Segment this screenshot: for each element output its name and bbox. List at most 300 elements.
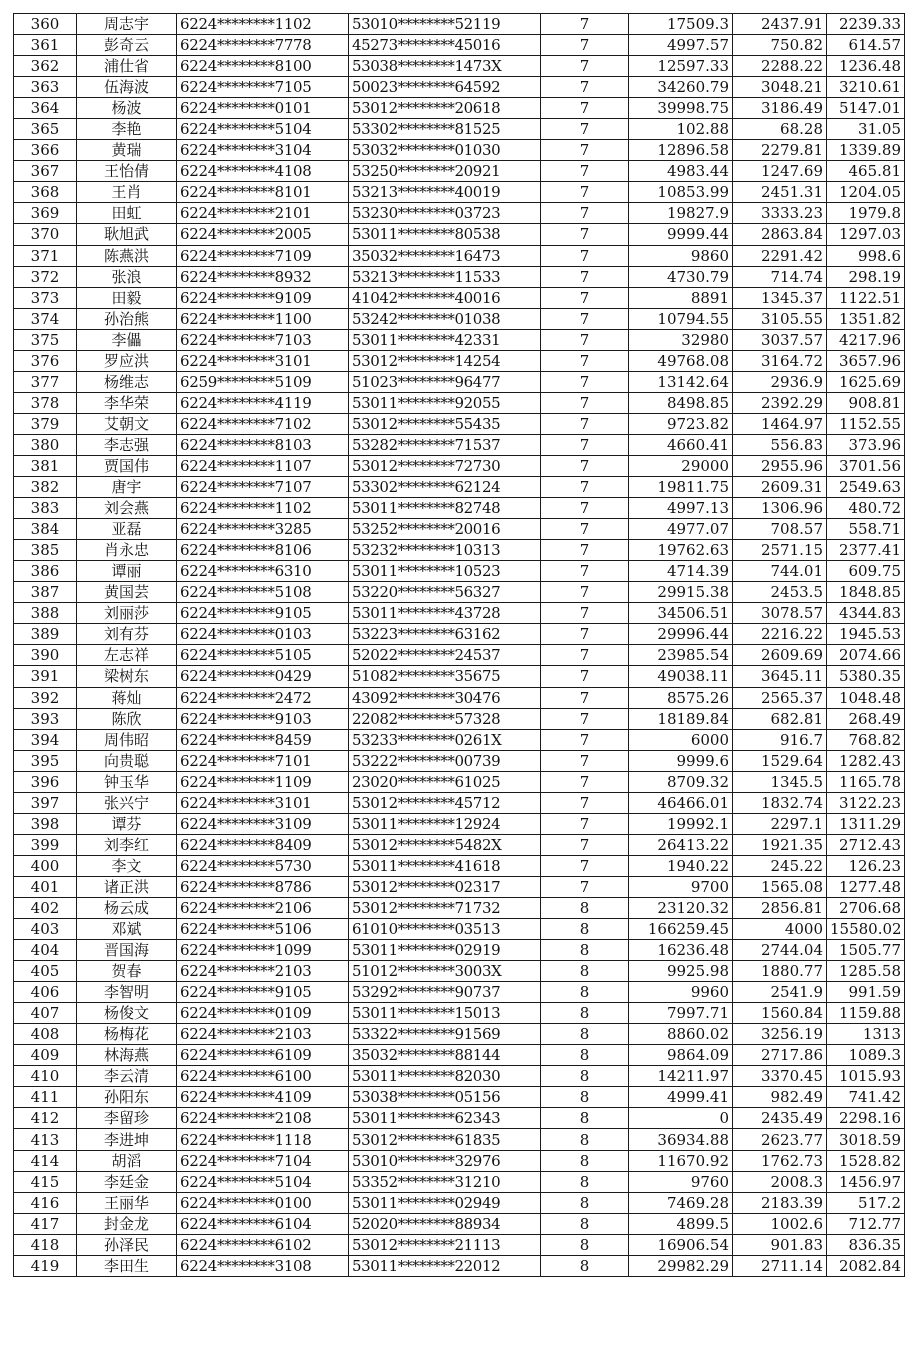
name-cell: 杨俊文 [77, 1003, 177, 1024]
id-number-cell: 45273********45016 [349, 35, 541, 56]
group-cell: 7 [541, 119, 629, 140]
table-row [14, 98, 905, 119]
amount-2-cell: 2183.39 [733, 1192, 827, 1213]
name-cell: 孙阳东 [77, 1087, 177, 1108]
serial-number-cell: 389 [14, 624, 77, 645]
table-row [14, 392, 905, 413]
id-number-cell: 53222********00739 [349, 750, 541, 771]
name-cell: 王丽华 [77, 1192, 177, 1213]
name-cell: 周伟昭 [77, 729, 177, 750]
amount-3-cell: 614.57 [827, 35, 905, 56]
amount-2-cell: 3037.57 [733, 329, 827, 350]
amount-3-cell: 1505.77 [827, 940, 905, 961]
serial-number-cell: 407 [14, 1003, 77, 1024]
serial-number-cell: 419 [14, 1255, 77, 1276]
id-number-cell: 52022********24537 [349, 645, 541, 666]
amount-3-cell: 998.6 [827, 245, 905, 266]
amount-2-cell: 1560.84 [733, 1003, 827, 1024]
id-number-cell: 53011********43728 [349, 603, 541, 624]
amount-1-cell: 29915.38 [629, 582, 733, 603]
serial-number-cell: 378 [14, 392, 77, 413]
group-cell: 7 [541, 161, 629, 182]
group-cell: 7 [541, 413, 629, 434]
amount-2-cell: 1345.5 [733, 771, 827, 792]
bank-card-cell: 6224********7105 [177, 77, 349, 98]
id-number-cell: 50023********64592 [349, 77, 541, 98]
name-cell: 贺春 [77, 961, 177, 982]
table-row [14, 1003, 905, 1024]
amount-3-cell: 298.19 [827, 266, 905, 287]
bank-card-cell: 6224********3285 [177, 519, 349, 540]
table-row [14, 876, 905, 897]
name-cell: 王怡倩 [77, 161, 177, 182]
group-cell: 7 [541, 455, 629, 476]
name-cell: 陈欣 [77, 708, 177, 729]
amount-3-cell: 1351.82 [827, 308, 905, 329]
serial-number-cell: 386 [14, 561, 77, 582]
table-row [14, 519, 905, 540]
amount-3-cell: 712.77 [827, 1213, 905, 1234]
table-row [14, 729, 905, 750]
bank-card-cell: 6224********7101 [177, 750, 349, 771]
serial-number-cell: 396 [14, 771, 77, 792]
amount-1-cell: 8709.32 [629, 771, 733, 792]
table-row [14, 1213, 905, 1234]
name-cell: 张兴宁 [77, 792, 177, 813]
table-row [14, 477, 905, 498]
serial-number-cell: 372 [14, 266, 77, 287]
bank-card-cell: 6224********5108 [177, 582, 349, 603]
bank-card-cell: 6224********1118 [177, 1129, 349, 1150]
serial-number-cell: 406 [14, 982, 77, 1003]
amount-1-cell: 9864.09 [629, 1045, 733, 1066]
bank-card-cell: 6224********7778 [177, 35, 349, 56]
amount-3-cell: 2239.33 [827, 14, 905, 35]
amount-3-cell: 2377.41 [827, 540, 905, 561]
table-row [14, 940, 905, 961]
amount-1-cell: 16236.48 [629, 940, 733, 961]
serial-number-cell: 395 [14, 750, 77, 771]
amount-3-cell: 5380.35 [827, 666, 905, 687]
amount-3-cell: 5147.01 [827, 98, 905, 119]
amount-3-cell: 2298.16 [827, 1108, 905, 1129]
name-cell: 杨波 [77, 98, 177, 119]
bank-card-cell: 6224********0100 [177, 1192, 349, 1213]
serial-number-cell: 362 [14, 56, 77, 77]
amount-1-cell: 19762.63 [629, 540, 733, 561]
amount-1-cell: 4983.44 [629, 161, 733, 182]
amount-1-cell: 49038.11 [629, 666, 733, 687]
amount-2-cell: 2744.04 [733, 940, 827, 961]
id-number-cell: 53011********15013 [349, 1003, 541, 1024]
amount-3-cell: 1236.48 [827, 56, 905, 77]
table-row [14, 750, 905, 771]
group-cell: 7 [541, 245, 629, 266]
table-row [14, 540, 905, 561]
serial-number-cell: 360 [14, 14, 77, 35]
amount-2-cell: 1247.69 [733, 161, 827, 182]
amount-1-cell: 9999.44 [629, 224, 733, 245]
amount-1-cell: 29996.44 [629, 624, 733, 645]
bank-card-cell: 6224********8100 [177, 56, 349, 77]
bank-card-cell: 6224********5104 [177, 1171, 349, 1192]
id-number-cell: 52020********88934 [349, 1213, 541, 1234]
bank-card-cell: 6224********4119 [177, 392, 349, 413]
bank-card-cell: 6224********0109 [177, 1003, 349, 1024]
amount-3-cell: 1277.48 [827, 876, 905, 897]
table-row [14, 1066, 905, 1087]
group-cell: 7 [541, 750, 629, 771]
amount-1-cell: 9760 [629, 1171, 733, 1192]
group-cell: 7 [541, 14, 629, 35]
amount-1-cell: 14211.97 [629, 1066, 733, 1087]
amount-1-cell: 1940.22 [629, 855, 733, 876]
table-row [14, 603, 905, 624]
name-cell: 诸正洪 [77, 876, 177, 897]
bank-card-cell: 6224********7109 [177, 245, 349, 266]
table-row [14, 1045, 905, 1066]
name-cell: 刘丽莎 [77, 603, 177, 624]
amount-2-cell: 2609.31 [733, 477, 827, 498]
bank-card-cell: 6224********7103 [177, 329, 349, 350]
amount-3-cell: 1165.78 [827, 771, 905, 792]
id-number-cell: 53038********05156 [349, 1087, 541, 1108]
amount-2-cell: 2936.9 [733, 371, 827, 392]
amount-2-cell: 68.28 [733, 119, 827, 140]
amount-2-cell: 3105.55 [733, 308, 827, 329]
amount-3-cell: 2712.43 [827, 834, 905, 855]
group-cell: 7 [541, 813, 629, 834]
amount-1-cell: 10853.99 [629, 182, 733, 203]
group-cell: 7 [541, 729, 629, 750]
id-number-cell: 53213********40019 [349, 182, 541, 203]
amount-2-cell: 2279.81 [733, 140, 827, 161]
amount-3-cell: 15580.02 [827, 919, 905, 940]
amount-2-cell: 2623.77 [733, 1129, 827, 1150]
group-cell: 7 [541, 350, 629, 371]
serial-number-cell: 376 [14, 350, 77, 371]
name-cell: 刘会燕 [77, 498, 177, 519]
serial-number-cell: 374 [14, 308, 77, 329]
table-row [14, 919, 905, 940]
amount-1-cell: 9960 [629, 982, 733, 1003]
amount-1-cell: 23120.32 [629, 897, 733, 918]
amount-3-cell: 1979.8 [827, 203, 905, 224]
name-cell: 王肖 [77, 182, 177, 203]
amount-3-cell: 558.71 [827, 519, 905, 540]
table-row [14, 77, 905, 98]
serial-number-cell: 405 [14, 961, 77, 982]
amount-2-cell: 2856.81 [733, 897, 827, 918]
name-cell: 胡滔 [77, 1150, 177, 1171]
table-row [14, 1129, 905, 1150]
bank-card-cell: 6224********2103 [177, 961, 349, 982]
serial-number-cell: 369 [14, 203, 77, 224]
bank-card-cell: 6224********1107 [177, 455, 349, 476]
bank-card-cell: 6224********3109 [177, 813, 349, 834]
table-row [14, 834, 905, 855]
name-cell: 李田生 [77, 1255, 177, 1276]
bank-card-cell: 6224********8786 [177, 876, 349, 897]
amount-2-cell: 2437.91 [733, 14, 827, 35]
id-number-cell: 53012********14254 [349, 350, 541, 371]
bank-card-cell: 6224********3101 [177, 350, 349, 371]
id-number-cell: 53011********42331 [349, 329, 541, 350]
id-number-cell: 51023********96477 [349, 371, 541, 392]
name-cell: 李志强 [77, 434, 177, 455]
amount-1-cell: 11670.92 [629, 1150, 733, 1171]
name-cell: 杨梅花 [77, 1024, 177, 1045]
group-cell: 7 [541, 392, 629, 413]
serial-number-cell: 415 [14, 1171, 77, 1192]
group-cell: 8 [541, 1024, 629, 1045]
name-cell: 李智明 [77, 982, 177, 1003]
amount-2-cell: 1762.73 [733, 1150, 827, 1171]
amount-3-cell: 517.2 [827, 1192, 905, 1213]
table-row [14, 203, 905, 224]
amount-1-cell: 4714.39 [629, 561, 733, 582]
table-row [14, 266, 905, 287]
bank-card-cell: 6224********1099 [177, 940, 349, 961]
amount-1-cell: 34260.79 [629, 77, 733, 98]
bank-card-cell: 6224********9105 [177, 603, 349, 624]
id-number-cell: 53011********80538 [349, 224, 541, 245]
amount-1-cell: 4999.41 [629, 1087, 733, 1108]
name-cell: 李进坤 [77, 1129, 177, 1150]
bank-card-cell: 6224********6310 [177, 561, 349, 582]
table-row [14, 1150, 905, 1171]
name-cell: 李留珍 [77, 1108, 177, 1129]
table-row [14, 14, 905, 35]
serial-number-cell: 398 [14, 813, 77, 834]
group-cell: 7 [541, 561, 629, 582]
bank-card-cell: 6224********2005 [177, 224, 349, 245]
amount-1-cell: 17509.3 [629, 14, 733, 35]
id-number-cell: 53011********41618 [349, 855, 541, 876]
amount-2-cell: 750.82 [733, 35, 827, 56]
name-cell: 罗应洪 [77, 350, 177, 371]
id-number-cell: 53242********01038 [349, 308, 541, 329]
serial-number-cell: 367 [14, 161, 77, 182]
name-cell: 左志祥 [77, 645, 177, 666]
amount-2-cell: 3370.45 [733, 1066, 827, 1087]
name-cell: 唐宇 [77, 477, 177, 498]
amount-2-cell: 2955.96 [733, 455, 827, 476]
table-row [14, 434, 905, 455]
amount-3-cell: 1015.93 [827, 1066, 905, 1087]
group-cell: 8 [541, 1087, 629, 1108]
id-number-cell: 53011********12924 [349, 813, 541, 834]
name-cell: 田虹 [77, 203, 177, 224]
amount-3-cell: 908.81 [827, 392, 905, 413]
group-cell: 8 [541, 1066, 629, 1087]
id-number-cell: 53032********01030 [349, 140, 541, 161]
bank-card-cell: 6224********8409 [177, 834, 349, 855]
amount-1-cell: 32980 [629, 329, 733, 350]
name-cell: 晋国海 [77, 940, 177, 961]
amount-1-cell: 9700 [629, 876, 733, 897]
name-cell: 向贵聪 [77, 750, 177, 771]
group-cell: 8 [541, 982, 629, 1003]
amount-3-cell: 1089.3 [827, 1045, 905, 1066]
amount-3-cell: 768.82 [827, 729, 905, 750]
serial-number-cell: 364 [14, 98, 77, 119]
amount-2-cell: 3164.72 [733, 350, 827, 371]
serial-number-cell: 414 [14, 1150, 77, 1171]
amount-2-cell: 901.83 [733, 1234, 827, 1255]
group-cell: 7 [541, 855, 629, 876]
amount-3-cell: 1159.88 [827, 1003, 905, 1024]
serial-number-cell: 379 [14, 413, 77, 434]
amount-3-cell: 465.81 [827, 161, 905, 182]
amount-1-cell: 7997.71 [629, 1003, 733, 1024]
id-number-cell: 43092********30476 [349, 687, 541, 708]
amount-3-cell: 1528.82 [827, 1150, 905, 1171]
bank-card-cell: 6224********6100 [177, 1066, 349, 1087]
name-cell: 浦仕省 [77, 56, 177, 77]
amount-2-cell: 3078.57 [733, 603, 827, 624]
name-cell: 孙治熊 [77, 308, 177, 329]
amount-3-cell: 373.96 [827, 434, 905, 455]
amount-3-cell: 31.05 [827, 119, 905, 140]
bank-card-cell: 6224********5730 [177, 855, 349, 876]
amount-1-cell: 19827.9 [629, 203, 733, 224]
amount-3-cell: 836.35 [827, 1234, 905, 1255]
name-cell: 陈燕洪 [77, 245, 177, 266]
amount-2-cell: 2711.14 [733, 1255, 827, 1276]
id-number-cell: 53012********20618 [349, 98, 541, 119]
bank-card-cell: 6224********5105 [177, 645, 349, 666]
amount-2-cell: 2008.3 [733, 1171, 827, 1192]
table-row [14, 1234, 905, 1255]
id-number-cell: 53220********56327 [349, 582, 541, 603]
bank-card-cell: 6224********3108 [177, 1255, 349, 1276]
amount-1-cell: 12597.33 [629, 56, 733, 77]
table-row [14, 813, 905, 834]
bank-card-cell: 6224********0101 [177, 98, 349, 119]
amount-1-cell: 4997.57 [629, 35, 733, 56]
bank-card-cell: 6224********2108 [177, 1108, 349, 1129]
group-cell: 7 [541, 371, 629, 392]
table-row [14, 982, 905, 1003]
name-cell: 钟玉华 [77, 771, 177, 792]
amount-1-cell: 7469.28 [629, 1192, 733, 1213]
amount-2-cell: 682.81 [733, 708, 827, 729]
amount-2-cell: 2541.9 [733, 982, 827, 1003]
name-cell: 耿旭武 [77, 224, 177, 245]
group-cell: 8 [541, 897, 629, 918]
group-cell: 7 [541, 434, 629, 455]
bank-card-cell: 6224********2103 [177, 1024, 349, 1045]
group-cell: 8 [541, 940, 629, 961]
bank-card-cell: 6224********7104 [177, 1150, 349, 1171]
amount-3-cell: 609.75 [827, 561, 905, 582]
group-cell: 8 [541, 961, 629, 982]
amount-3-cell: 4217.96 [827, 329, 905, 350]
amount-2-cell: 2453.5 [733, 582, 827, 603]
bank-card-cell: 6224********6104 [177, 1213, 349, 1234]
serial-number-cell: 400 [14, 855, 77, 876]
group-cell: 8 [541, 1003, 629, 1024]
amount-1-cell: 6000 [629, 729, 733, 750]
id-number-cell: 53011********02919 [349, 940, 541, 961]
id-number-cell: 53302********81525 [349, 119, 541, 140]
id-number-cell: 53012********71732 [349, 897, 541, 918]
serial-number-cell: 365 [14, 119, 77, 140]
group-cell: 7 [541, 56, 629, 77]
id-number-cell: 53292********90737 [349, 982, 541, 1003]
id-number-cell: 53282********71537 [349, 434, 541, 455]
id-number-cell: 53233********0261X [349, 729, 541, 750]
name-cell: 林海燕 [77, 1045, 177, 1066]
serial-number-cell: 387 [14, 582, 77, 603]
bank-card-cell: 6259********5109 [177, 371, 349, 392]
group-cell: 7 [541, 98, 629, 119]
amount-2-cell: 1464.97 [733, 413, 827, 434]
amount-3-cell: 1285.58 [827, 961, 905, 982]
group-cell: 7 [541, 287, 629, 308]
amount-1-cell: 4997.13 [629, 498, 733, 519]
serial-number-cell: 413 [14, 1129, 77, 1150]
bank-card-cell: 6224********6102 [177, 1234, 349, 1255]
id-number-cell: 53011********02949 [349, 1192, 541, 1213]
serial-number-cell: 390 [14, 645, 77, 666]
amount-3-cell: 1945.53 [827, 624, 905, 645]
id-number-cell: 53302********62124 [349, 477, 541, 498]
serial-number-cell: 377 [14, 371, 77, 392]
serial-number-cell: 404 [14, 940, 77, 961]
name-cell: 伍海波 [77, 77, 177, 98]
amount-3-cell: 126.23 [827, 855, 905, 876]
serial-number-cell: 385 [14, 540, 77, 561]
table-row [14, 1024, 905, 1045]
group-cell: 7 [541, 498, 629, 519]
amount-3-cell: 1282.43 [827, 750, 905, 771]
bank-card-cell: 6224********4109 [177, 1087, 349, 1108]
amount-2-cell: 2609.69 [733, 645, 827, 666]
table-row [14, 855, 905, 876]
group-cell: 8 [541, 919, 629, 940]
group-cell: 7 [541, 224, 629, 245]
amount-1-cell: 29982.29 [629, 1255, 733, 1276]
table-row [14, 624, 905, 645]
id-number-cell: 53012********72730 [349, 455, 541, 476]
table-row [14, 350, 905, 371]
table-row [14, 1087, 905, 1108]
table-row [14, 35, 905, 56]
amount-3-cell: 2082.84 [827, 1255, 905, 1276]
bank-card-cell: 6224********0103 [177, 624, 349, 645]
table-row [14, 455, 905, 476]
name-cell: 黄国芸 [77, 582, 177, 603]
amount-1-cell: 18189.84 [629, 708, 733, 729]
id-number-cell: 41042********40016 [349, 287, 541, 308]
table-row [14, 224, 905, 245]
amount-2-cell: 2435.49 [733, 1108, 827, 1129]
group-cell: 7 [541, 624, 629, 645]
data-table [13, 13, 905, 1277]
amount-3-cell: 2549.63 [827, 477, 905, 498]
amount-1-cell: 8891 [629, 287, 733, 308]
group-cell: 8 [541, 1192, 629, 1213]
bank-card-cell: 6224********4108 [177, 161, 349, 182]
amount-1-cell: 9723.82 [629, 413, 733, 434]
amount-3-cell: 3122.23 [827, 792, 905, 813]
table-row [14, 687, 905, 708]
amount-3-cell: 2706.68 [827, 897, 905, 918]
serial-number-cell: 380 [14, 434, 77, 455]
serial-number-cell: 402 [14, 897, 77, 918]
